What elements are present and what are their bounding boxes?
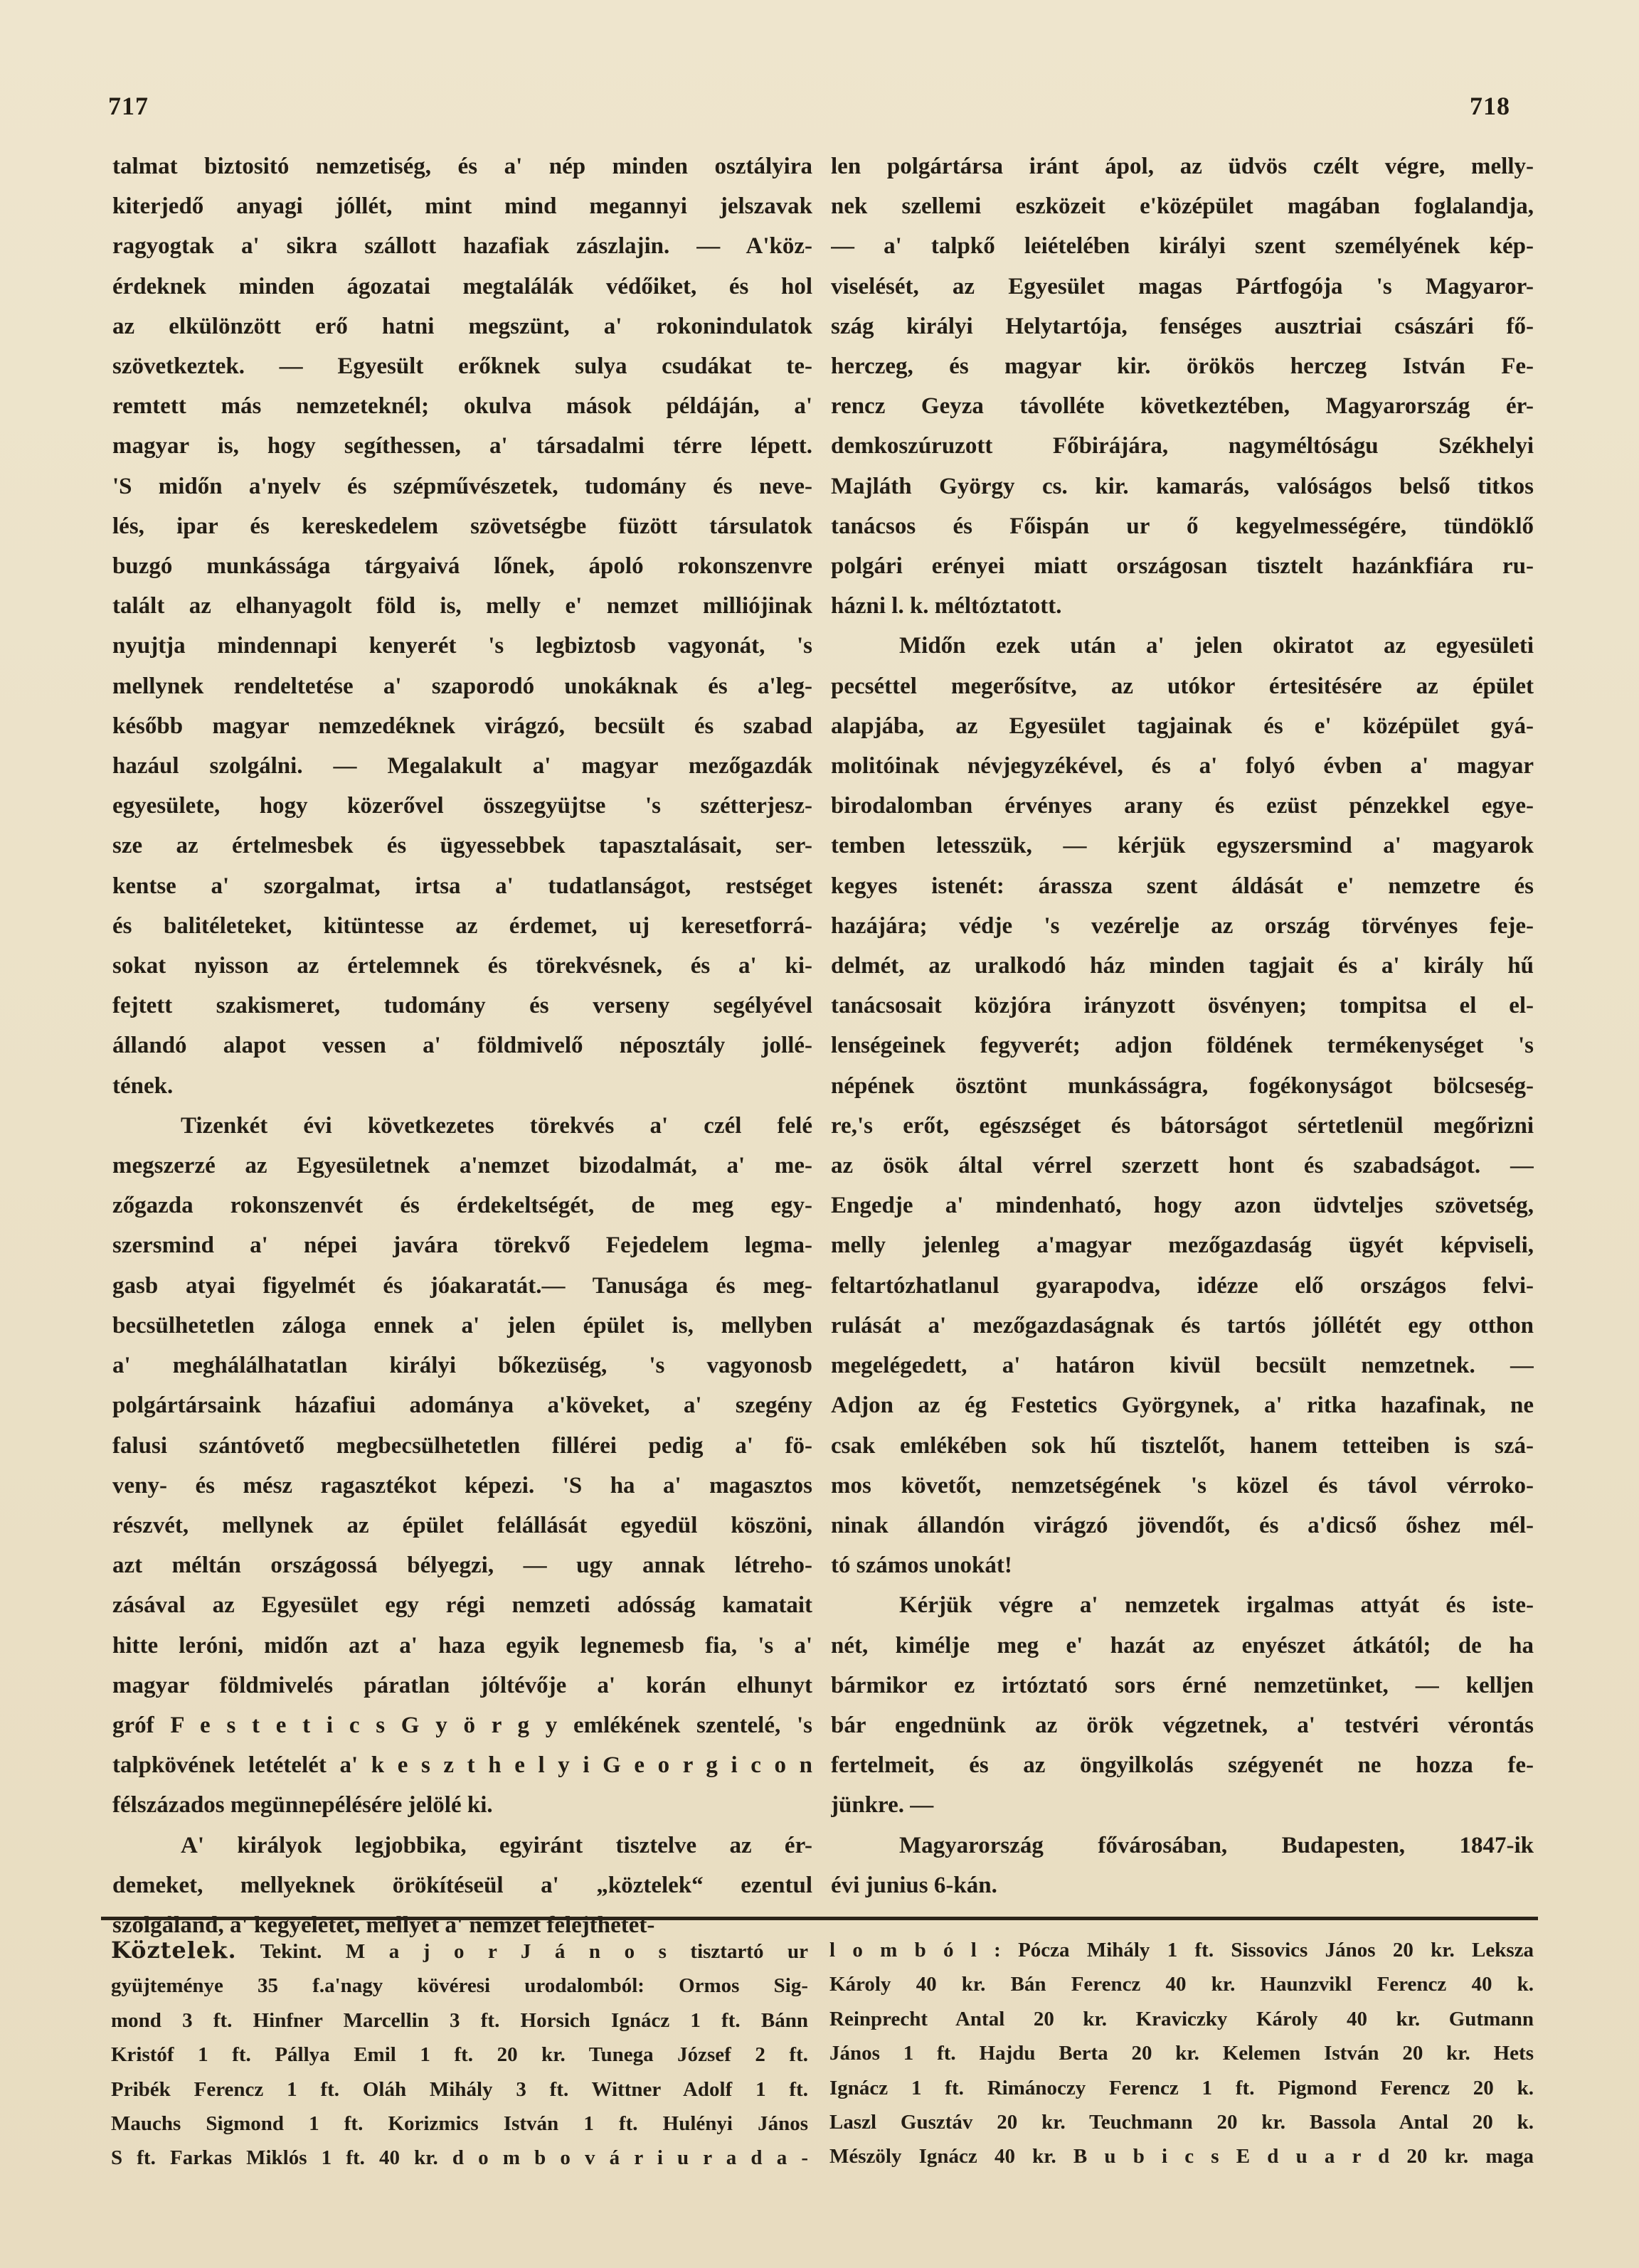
left-line: gróf F e s t e t i c s G y ö r g y emlékének szentelé, 's (112, 1712, 812, 1738)
footnote-line: Kristóf 1 ft. Pállya Emil 1 ft. 20 kr. Tunega József 2 ft. (111, 2043, 808, 2067)
footnote-line: Ignácz 1 ft. Rimánoczy Ferencz 1 ft. Pigmond Ferencz 20 k. (829, 2076, 1534, 2099)
right-line: szág királyi Helytartója, fenséges ausztriai császári fő- (831, 313, 1534, 339)
left-line: kentse a' szorgalmat, irtsa a' tudatlanságot, restséget (112, 873, 812, 899)
left-line: remtett más nemzeteknél; okulva mások példáján, a' (112, 393, 812, 420)
left-line: kiterjedő anyagi jóllét, mint mind megannyi jelszavak (112, 193, 812, 220)
footnote-first-text: Tekint. M a j o r J á n o s tisztartó ur (260, 1940, 808, 1963)
right-line: tó számos unokát! (831, 1553, 1012, 1579)
left-line: becsülhetetlen záloga ennek a' jelen épület is, mellyben (112, 1312, 812, 1338)
right-line: len polgártársa iránt ápol, az üdvös czélt végre, melly- (831, 154, 1534, 179)
footnote-rule (101, 1917, 1538, 1920)
right-line: fertelmeit, és az öngyilkolás szégyenét ne hozza fe- (831, 1752, 1534, 1779)
right-line: lenségeinek fegyverét; adjon földének termékenységet 's (831, 1033, 1534, 1059)
left-line: gasb atyai figyelmét és jóakaratát.— Tanusága és meg- (112, 1272, 812, 1299)
right-line: népének ösztönt munkásságra, fogékonyságot bölcseség- (831, 1072, 1534, 1099)
left-line: az elkülönzött erő hatni megszünt, a' rokonindulatok (112, 313, 812, 339)
left-line: fejtett szakismeret, tudomány és verseny segélyével (112, 993, 812, 1019)
left-line: nyujtja mindennapi kenyerét 's legbiztosb vagyonát, 's (112, 633, 812, 659)
right-line: molitóinak névjegyzékével, és a' folyó évben a' magyar (831, 753, 1534, 779)
footnote-line: Reinprecht Antal 20 kr. Kraviczky Károly 40 kr. Gutmann (829, 2007, 1534, 2030)
left-line: érdeknek minden ágozatai megtalálák védőiket, és hol (112, 273, 812, 299)
right-line: Kérjük végre a' nemzetek irgalmas attyát és iste- (899, 1592, 1534, 1619)
footnote-line: gyüjteménye 35 f.a'nagy kövéresi urodalomból: Ormos Sig- (111, 1974, 808, 1998)
right-line: bármikor ez irtóztató sors érné nemzetünket, — kelljen (831, 1672, 1534, 1698)
right-line: tanácsos és Főispán ur ő kegyelmességére, tündöklő (831, 513, 1534, 539)
page-number-right: 718 (1470, 92, 1510, 120)
footnote-heading: Köztelek. (111, 1937, 237, 1964)
right-line: megelégedett, a' határon kivül becsült nemzetnek. — (831, 1353, 1534, 1379)
page-number-left: 717 (108, 92, 149, 120)
right-line: Adjon az ég Festetics Györgynek, a' ritka hazafinak, ne (831, 1393, 1534, 1419)
left-line: falusi szántóvető megbecsülhetetlen fillérei pedig a' fö- (112, 1432, 812, 1459)
left-line: talmat biztositó nemzetiség, és a' nép minden osztályira (112, 154, 812, 179)
left-line: zásával az Egyesület egy régi nemzeti adósság kamatait (112, 1592, 812, 1619)
right-line: melly jelenleg a'magyar mezőgazdaság ügyét képviseli, (831, 1233, 1534, 1259)
left-line: részvét, mellynek az épület felállását egyedül köszöni, (112, 1512, 812, 1538)
right-line: Majláth György cs. kir. kamarás, valóságos belső titkos (831, 473, 1534, 499)
left-line: buzgó munkássága tárgyaivá lőnek, ápoló rokonszenvre (112, 553, 812, 580)
left-line: azt méltán országossá bélyegzi, — ugy annak létreho- (112, 1553, 812, 1579)
right-line: tanácsosait közjóra irányzott ösvényen; tompitsa el el- (831, 993, 1534, 1019)
left-line: később magyar nemzedéknek virágzó, becsült és szabad (112, 713, 812, 739)
right-line: bár engednünk az örök végzetnek, a' testvéri vérontás (831, 1712, 1534, 1738)
left-line: megszerzé az Egyesületnek a'nemzet bizodalmát, a' me- (112, 1153, 812, 1179)
right-line: re,'s erőt, egészséget és bátorságot sértetlenül megőrizni (831, 1112, 1534, 1139)
right-line: Magyarország fővárosában, Budapesten, 1847-ik (899, 1832, 1534, 1858)
footnote-first-line (111, 1933, 808, 1969)
left-line: polgártársaink házafiui adománya a'köveket, a' szegény (112, 1393, 812, 1419)
right-line: csak emlékében sok hű tisztelőt, hanem tetteiben is szá- (831, 1432, 1534, 1459)
right-line: — a' talpkő leiételében királyi szent személyének kép- (831, 233, 1534, 260)
left-column (112, 147, 812, 1945)
left-line: veny- és mész ragasztékot képezi. 'S ha a' magasztos (112, 1472, 812, 1498)
left-line: hazául szolgálni. — Megalakult a' magyar mezőgazdák (112, 753, 812, 779)
left-line: sze az értelmesbek és ügyessebbek tapasztalásait, ser- (112, 833, 812, 859)
left-line: lés, ipar és kereskedelem szövetségbe füzött társulatok (112, 513, 812, 539)
footnote-line: Mészöly Ignácz 40 kr. B u b i c s E d u a r d 20 kr. maga (829, 2145, 1534, 2168)
right-line: házni l. k. méltóztatott. (831, 593, 1062, 619)
footnote-line: mond 3 ft. Hinfner Marcellin 3 ft. Horsich Ignácz 1 ft. Bánn (111, 2008, 808, 2032)
right-line: ninak állandón virágzó jövendőt, és a'dicső őshez mél- (831, 1512, 1534, 1538)
right-line: hazájára; védje 's vezérelje az ország törvényes feje- (831, 912, 1534, 939)
footnote-right (829, 1933, 1534, 2174)
footnote-line: Pribék Ferencz 1 ft. Oláh Mihály 3 ft. Wittner Adolf 1 ft. (111, 2077, 808, 2101)
right-line: Midőn ezek után a' jelen okiratot az egyesületi (899, 633, 1534, 659)
left-line: szövetkeztek. — Egyesült erőknek sulya csudákat te- (112, 353, 812, 380)
left-line: ragyogtak a' sikra szállott hazafiak zászlajin. — A'köz- (112, 233, 812, 260)
right-line: nét, kimélje meg e' hazát az enyészet átkától; de ha (831, 1632, 1534, 1659)
left-line: magyar földmivelés páratlan jóltévője a' korán elhunyt (112, 1672, 812, 1698)
right-line: nek szellemi eszközeit e'középület magában foglalandja, (831, 193, 1534, 220)
right-line: feltartózhatlanul gyarapodva, idézze elő országos felvi- (831, 1272, 1534, 1299)
right-line: kegyes istenét: árassza szent áldását e' nemzetre és (831, 873, 1534, 899)
right-line: demkoszúruzott Főbirájára, nagyméltóságu Székhelyi (831, 433, 1534, 459)
left-line: A' királyok legjobbika, egyiránt tisztelve az ér- (181, 1832, 812, 1858)
left-line: és balitéleteket, kitüntesse az érdemet, uj keresetforrá- (112, 912, 812, 939)
right-line: temben letesszük, — kérjük egyszersmind a' magyarok (831, 833, 1534, 859)
left-line: mellynek rendeltetése a' szaporodó unokáknak és a'leg- (112, 673, 812, 699)
footnote-line: Laszl Gusztáv 20 kr. Teuchmann 20 kr. Bassola Antal 20 k. (829, 2111, 1534, 2134)
right-line: rulását a' mezőgazdaságnak és tartós jóllétét egy otthon (831, 1312, 1534, 1338)
left-line: talpkövének letételét a' k e s z t h e l y i G e o r g i c o n (112, 1752, 812, 1779)
right-line: mos követőt, nemzetségének 's közel és távol vérroko- (831, 1472, 1534, 1498)
left-line: demeket, mellyeknek örökítéseül a' „köztelek“ ezentul (112, 1872, 812, 1898)
right-line: delmét, az uralkodó ház minden tagjait és a' király hű (831, 953, 1534, 979)
right-line: polgári erényei miatt országosan tisztelt hazánkfiára ru- (831, 553, 1534, 580)
left-line: szolgáland, a' kegyeletet, mellyet a' nemzet felejthetet- (112, 1912, 655, 1938)
right-line: alapjába, az Egyesület tagjainak és e' középület gyá- (831, 713, 1534, 739)
right-line: évi junius 6-kán. (831, 1872, 997, 1898)
left-line: állandó alapot vessen a' földmivelő néposztály jollé- (112, 1033, 812, 1059)
right-line: Engedje a' mindenható, hogy azon üdvteljes szövetség, (831, 1193, 1534, 1219)
left-line: Tizenkét évi következetes törekvés a' czél felé (181, 1112, 812, 1139)
footnote-line: Mauchs Sigmond 1 ft. Korizmics István 1 ft. Hulényi János (111, 2112, 808, 2136)
left-line: hitte leróni, midőn azt a' haza egyik legnemesb fia, 's a' (112, 1632, 812, 1659)
left-line: sokat nyisson az értelemnek és törekvésnek, és a' ki- (112, 953, 812, 979)
left-line: a' meghálálhatatlan királyi bőkezüség, 's vagyonosb (112, 1353, 812, 1379)
right-line: jünkre. — (831, 1792, 934, 1819)
right-column (831, 147, 1534, 1905)
right-line: pecséttel megerősítve, az utókor értesitésére az épület (831, 673, 1534, 699)
footnote-line: S ft. Farkas Miklós 1 ft. 40 kr. d o m b o v á r i u r a d a - (111, 2146, 808, 2170)
footnote-line: János 1 ft. Hajdu Berta 20 kr. Kelemen István 20 kr. Hets (829, 2042, 1534, 2065)
left-line: talált az elhanyagolt föld is, melly e' nemzet milliójinak (112, 593, 812, 619)
right-line: herczeg, és magyar kir. örökös herczeg István Fe- (831, 353, 1534, 380)
footnote-line: Károly 40 kr. Bán Ferencz 40 kr. Haunzvikl Ferencz 40 k. (829, 1973, 1534, 1996)
right-line: viselését, az Egyesület magas Pártfogója 's Magyaror- (831, 273, 1534, 299)
left-line: egyesülete, hogy közerővel összegyüjtse 's szétterjesz- (112, 793, 812, 819)
left-line: zőgazda rokonszenvét és érdekeltségét, de meg egy- (112, 1193, 812, 1219)
left-line: tének. (112, 1072, 174, 1099)
left-line: félszázados megünnepélésére jelölé ki. (112, 1792, 493, 1819)
left-line: szersmind a' népei javára törekvő Fejedelem legma- (112, 1233, 812, 1259)
footnote-line: l o m b ó l : Pócza Mihály 1 ft. Sissovics János 20 kr. Leksza (829, 1939, 1534, 1961)
right-line: birodalomban érvényes arany és ezüst pénzekkel egye- (831, 793, 1534, 819)
left-line: 'S midőn a'nyelv és szépművészetek, tudomány és neve- (112, 473, 812, 499)
right-line: rencz Geyza távolléte következtében, Magyarország ér- (831, 393, 1534, 420)
right-line: az ösök által vérrel szerzett hont és szabadságot. — (831, 1153, 1534, 1179)
footnote-left (111, 1933, 808, 2176)
left-line: magyar is, hogy segíthessen, a' társadalmi térre lépett. (112, 433, 812, 459)
